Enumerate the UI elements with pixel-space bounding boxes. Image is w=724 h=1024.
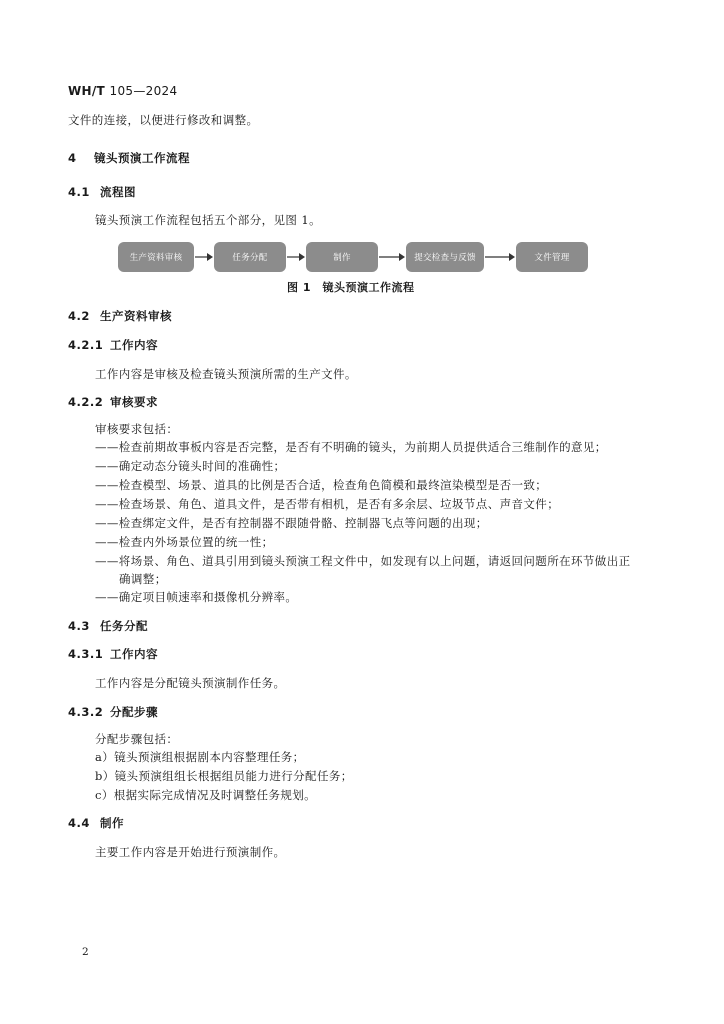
heading-number: 4.4 bbox=[68, 816, 90, 830]
section-heading-4-3-1 bbox=[68, 646, 158, 662]
requirement-item-continuation: 确调整； bbox=[119, 572, 167, 586]
flow-step-1: 生产资料审核 bbox=[118, 242, 194, 272]
flow-step-2: 任务分配 bbox=[214, 242, 286, 272]
requirement-item: ——检查前期故事板内容是否完整，是否有不明确的镜头，为前期人员提供适合三维制作的意见； bbox=[95, 440, 607, 454]
continuation-paragraph: 文件的连接，以便进行修改和调整。 bbox=[68, 113, 259, 127]
heading-number: 4 bbox=[68, 151, 77, 165]
requirements-intro: 审核要求包括： bbox=[95, 422, 179, 436]
requirement-item: ——检查内外场景位置的统一性； bbox=[95, 535, 274, 549]
figure-caption: 图 1 镜头预演工作流程 bbox=[287, 281, 415, 294]
requirement-item: ——检查绑定文件，是否有控制器不跟随骨骼、控制器飞点等问题的出现； bbox=[95, 516, 488, 530]
flow-arrow-1 bbox=[194, 250, 214, 264]
steps-intro: 分配步骤包括： bbox=[95, 732, 179, 746]
production-paragraph: 主要工作内容是开始进行预演制作。 bbox=[95, 845, 286, 859]
requirement-item: ——将场景、角色、道具引用到镜头预演工程文件中，如发现有以上问题，请返回问题所在环节做出正 bbox=[95, 554, 631, 568]
section-heading-4-3-2 bbox=[68, 704, 158, 720]
requirement-item: ——确定动态分镜头时间的准确性； bbox=[95, 459, 286, 473]
heading-title: 生产资料审核 bbox=[100, 309, 172, 323]
standard-code bbox=[68, 84, 177, 98]
page-number: 2 bbox=[82, 946, 89, 958]
flow-arrow-3 bbox=[378, 250, 406, 264]
section-heading-4-2-1 bbox=[68, 337, 158, 353]
section-heading-4-3 bbox=[68, 618, 148, 634]
section-heading-4-2 bbox=[68, 308, 172, 324]
section-heading-4-2-2 bbox=[68, 394, 158, 410]
requirement-item: ——检查场景、角色、道具文件，是否带有相机，是否有多余层、垃圾节点、声音文件； bbox=[95, 497, 560, 511]
heading-title: 制作 bbox=[100, 816, 124, 830]
heading-title: 分配步骤 bbox=[110, 705, 158, 719]
step-item: a）镜头预演组根据剧本内容整理任务； bbox=[95, 750, 305, 764]
heading-title: 工作内容 bbox=[110, 338, 158, 352]
work-content-paragraph: 工作内容是审核及检查镜头预演所需的生产文件。 bbox=[95, 367, 357, 381]
flow-intro-paragraph: 镜头预演工作流程包括五个部分，见图 1。 bbox=[95, 213, 321, 227]
flow-arrow-4 bbox=[484, 250, 516, 264]
heading-number: 4.2.1 bbox=[68, 338, 104, 352]
heading-title: 工作内容 bbox=[110, 647, 158, 661]
step-item: c）根据实际完成情况及时调整任务规划。 bbox=[95, 788, 317, 802]
requirement-item: ——检查模型、场景、道具的比例是否合适，检查角色简模和最终渲染模型是否一致； bbox=[95, 478, 548, 492]
heading-title: 镜头预演工作流程 bbox=[94, 151, 190, 165]
flow-arrow-2 bbox=[286, 250, 306, 264]
flow-step-5: 文件管理 bbox=[516, 242, 588, 272]
heading-number: 4.3 bbox=[68, 619, 90, 633]
standard-prefix: WH/T bbox=[68, 84, 106, 98]
section-heading-4-1 bbox=[68, 184, 136, 200]
requirement-item: ——确定项目帧速率和摄像机分辨率。 bbox=[95, 590, 298, 604]
standard-number: 105—2024 bbox=[109, 84, 178, 98]
step-item: b）镜头预演组组长根据组员能力进行分配任务； bbox=[95, 769, 353, 783]
heading-number: 4.2 bbox=[68, 309, 90, 323]
heading-number: 4.2.2 bbox=[68, 395, 104, 409]
heading-number: 4.3.2 bbox=[68, 705, 104, 719]
heading-title: 流程图 bbox=[100, 185, 136, 199]
section-heading-4-4 bbox=[68, 815, 124, 831]
heading-title: 任务分配 bbox=[100, 619, 148, 633]
section-heading-4 bbox=[68, 150, 190, 166]
heading-title: 审核要求 bbox=[110, 395, 158, 409]
heading-number: 4.3.1 bbox=[68, 647, 104, 661]
flow-step-3: 制作 bbox=[306, 242, 378, 272]
heading-number: 4.1 bbox=[68, 185, 90, 199]
work-content-paragraph: 工作内容是分配镜头预演制作任务。 bbox=[95, 676, 286, 690]
flow-step-4: 提交检查与反馈 bbox=[406, 242, 484, 272]
